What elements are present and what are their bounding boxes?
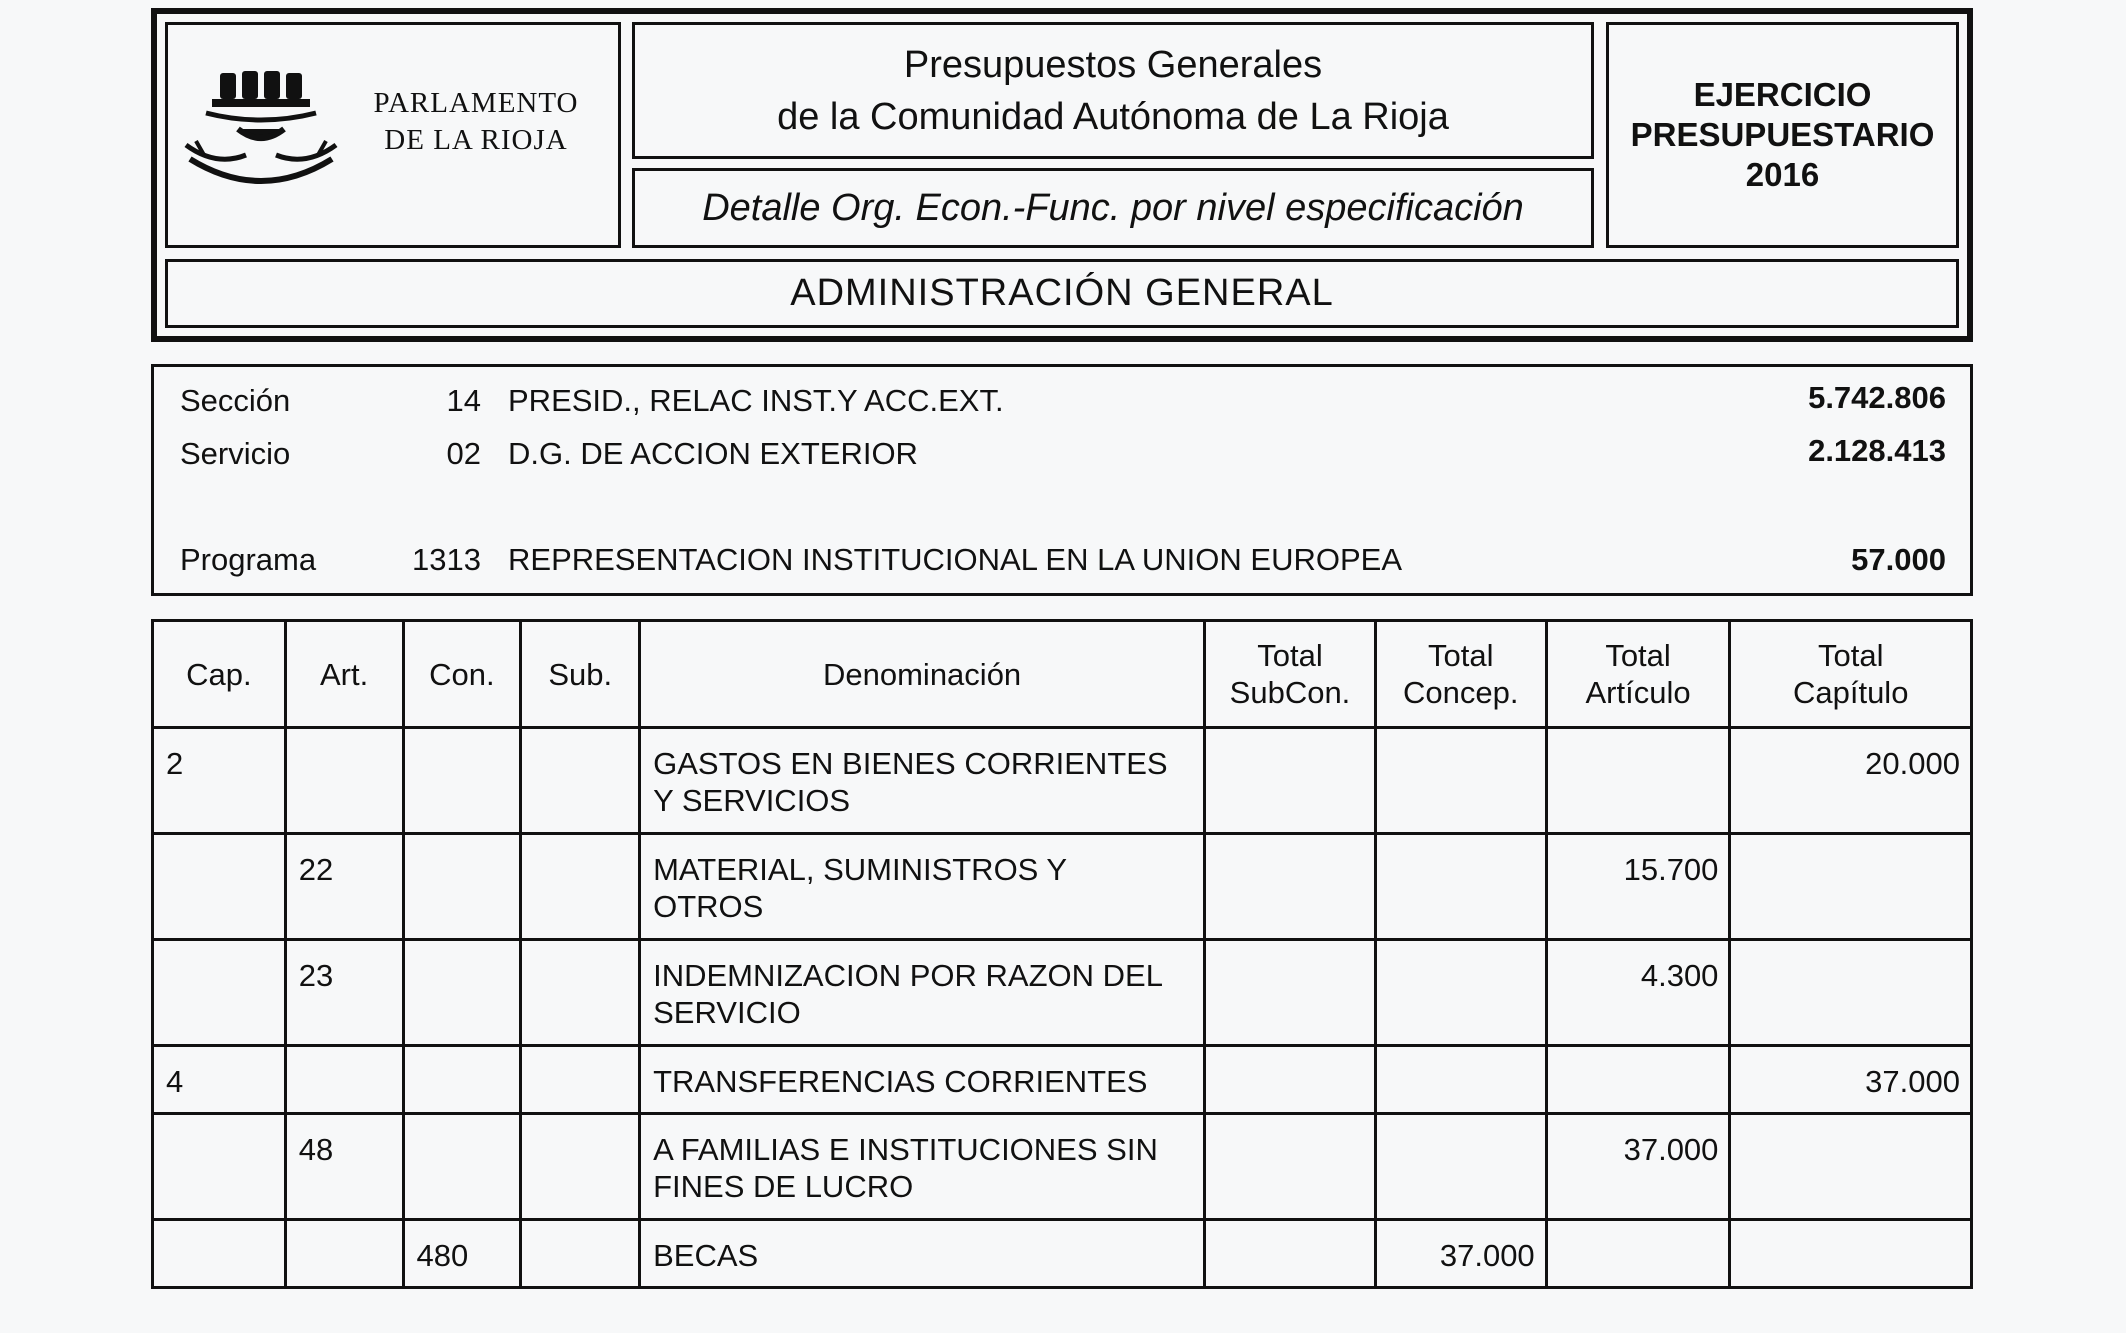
program-row-code: 14: [446, 383, 481, 418]
denominacion-line: TRANSFERENCIAS CORRIENTES: [653, 1064, 1148, 1099]
cell-con: [403, 940, 521, 1046]
header-line: Artículo: [1585, 675, 1691, 710]
column-header-total-concep: [1375, 621, 1546, 728]
column-header-art: Art.: [285, 621, 403, 728]
denominacion-line: Y SERVICIOS: [653, 783, 851, 818]
logo-panel: [165, 22, 621, 248]
column-header-denominacion: Denominación: [640, 621, 1205, 728]
cell-sub: [521, 1220, 640, 1288]
cell-denominacion: [640, 1114, 1205, 1220]
cell-total-articulo: [1546, 728, 1730, 834]
cell-total-subcon: [1205, 728, 1376, 834]
program-row-label: Sección: [180, 383, 291, 418]
denominacion-line: A FAMILIAS E INSTITUCIONES SIN: [653, 1132, 1158, 1167]
denominacion-line: INDEMNIZACION POR RAZON DEL: [653, 958, 1163, 993]
column-header-cap: Cap.: [153, 621, 286, 728]
cell-con: 480: [403, 1220, 521, 1288]
fiscal-year: 2016: [1745, 156, 1820, 193]
year-label-line1: EJERCICIO: [1693, 76, 1872, 113]
cell-sub: [521, 728, 640, 834]
program-row-label: Servicio: [180, 436, 291, 471]
subtitle-panel: [632, 168, 1594, 248]
cell-denominacion: [640, 1046, 1205, 1114]
cell-cap: [153, 1220, 286, 1288]
cell-con: [403, 1046, 521, 1114]
budget-detail-table: [151, 619, 1973, 1289]
cell-art: [285, 1046, 403, 1114]
cell-total-capitulo: [1730, 1114, 1972, 1220]
cell-cap: [153, 1114, 286, 1220]
cell-total-concep: [1375, 1046, 1546, 1114]
fiscal-year-panel: [1606, 22, 1959, 248]
table-header-row: [153, 621, 1972, 728]
report-subtitle: Detalle Org. Econ.-Func. por nivel especificación: [702, 186, 1524, 229]
cell-denominacion: [640, 834, 1205, 940]
cell-total-concep: 37.000: [1375, 1220, 1546, 1288]
denominacion-line: FINES DE LUCRO: [653, 1169, 914, 1204]
cell-cap: [153, 834, 286, 940]
program-row-description: REPRESENTACION INSTITUCIONAL EN LA UNION EUROPEA: [508, 542, 1402, 577]
cell-art: [285, 728, 403, 834]
cell-art: [285, 1220, 403, 1288]
cell-total-subcon: [1205, 1220, 1376, 1288]
table-row: [153, 728, 1972, 834]
program-row-amount: 5.742.806: [1808, 380, 1946, 415]
cell-sub: [521, 1046, 640, 1114]
table-row: [153, 940, 1972, 1046]
cell-total-concep: [1375, 728, 1546, 834]
org-name-line2: DE LA RIOJA: [384, 124, 568, 156]
cell-art: 22: [285, 834, 403, 940]
program-row-amount: 2.128.413: [1808, 433, 1946, 468]
program-row-code: 1313: [412, 542, 481, 577]
cell-con: [403, 728, 521, 834]
denominacion-line: BECAS: [653, 1238, 759, 1273]
cell-total-capitulo: [1730, 1220, 1972, 1288]
header-line: Capítulo: [1792, 675, 1909, 710]
header-line: Total: [1428, 638, 1494, 673]
section-banner: ADMINISTRACIÓN GENERAL: [790, 272, 1334, 314]
cell-total-capitulo: 20.000: [1730, 728, 1972, 834]
program-row-description: PRESID., RELAC INST.Y ACC.EXT.: [508, 383, 1004, 418]
cell-total-capitulo: [1730, 940, 1972, 1046]
title-line-2: de la Comunidad Autónoma de La Rioja: [777, 95, 1449, 138]
year-label-line2: PRESUPUESTARIO: [1630, 116, 1935, 153]
program-row-amount: 57.000: [1851, 542, 1946, 577]
header-line: Total: [1817, 638, 1884, 673]
table-row: [153, 834, 1972, 940]
cell-art: 23: [285, 940, 403, 1046]
cell-total-subcon: [1205, 1114, 1376, 1220]
cell-total-concep: [1375, 834, 1546, 940]
cell-denominacion: [640, 728, 1205, 834]
title-line-1: Presupuestos Generales: [903, 43, 1323, 86]
org-name-line1: PARLAMENTO: [373, 87, 579, 119]
cell-con: [403, 1114, 521, 1220]
cell-total-concep: [1375, 1114, 1546, 1220]
cell-cap: 4: [153, 1046, 286, 1114]
column-header-total-articulo: [1546, 621, 1730, 728]
cell-total-articulo: [1546, 1220, 1730, 1288]
cell-art: 48: [285, 1114, 403, 1220]
denominacion-line: OTROS: [653, 889, 764, 924]
program-row-description: D.G. DE ACCION EXTERIOR: [508, 436, 918, 471]
title-panel: [632, 22, 1594, 159]
denominacion-line: SERVICIO: [653, 995, 801, 1030]
section-banner-panel: [165, 259, 1959, 328]
cell-cap: [153, 940, 286, 1046]
cell-denominacion: [640, 940, 1205, 1046]
cell-sub: [521, 834, 640, 940]
table-row: [153, 1220, 1972, 1288]
org-name: [356, 85, 596, 159]
cell-total-articulo: [1546, 1046, 1730, 1114]
table-row: [153, 1114, 1972, 1220]
header-line: Total: [1257, 638, 1323, 673]
program-row-label: Programa: [180, 542, 317, 577]
cell-denominacion: [640, 1220, 1205, 1288]
cell-cap: 2: [153, 728, 286, 834]
cell-con: [403, 834, 521, 940]
cell-total-subcon: [1205, 940, 1376, 1046]
program-row-code: 02: [446, 436, 481, 471]
denominacion-line: MATERIAL, SUMINISTROS Y: [653, 852, 1068, 887]
header-line: SubCon.: [1229, 675, 1351, 710]
column-header-sub: Sub.: [521, 621, 640, 728]
cell-total-capitulo: 37.000: [1730, 1046, 1972, 1114]
header-line: Concep.: [1403, 675, 1519, 710]
column-header-total-subcon: [1205, 621, 1376, 728]
cell-sub: [521, 1114, 640, 1220]
table-row: [153, 1046, 1972, 1114]
cell-total-subcon: [1205, 834, 1376, 940]
column-header-con: Con.: [403, 621, 521, 728]
header-line: Total: [1605, 638, 1671, 673]
cell-total-articulo: 37.000: [1546, 1114, 1730, 1220]
cell-total-concep: [1375, 940, 1546, 1046]
cell-total-subcon: [1205, 1046, 1376, 1114]
parliament-emblem-icon: [176, 63, 346, 213]
denominacion-line: GASTOS EN BIENES CORRIENTES: [653, 746, 1168, 781]
cell-total-capitulo: [1730, 834, 1972, 940]
cell-sub: [521, 940, 640, 1046]
cell-total-articulo: 4.300: [1546, 940, 1730, 1046]
cell-total-articulo: 15.700: [1546, 834, 1730, 940]
column-header-total-capitulo: [1730, 621, 1972, 728]
